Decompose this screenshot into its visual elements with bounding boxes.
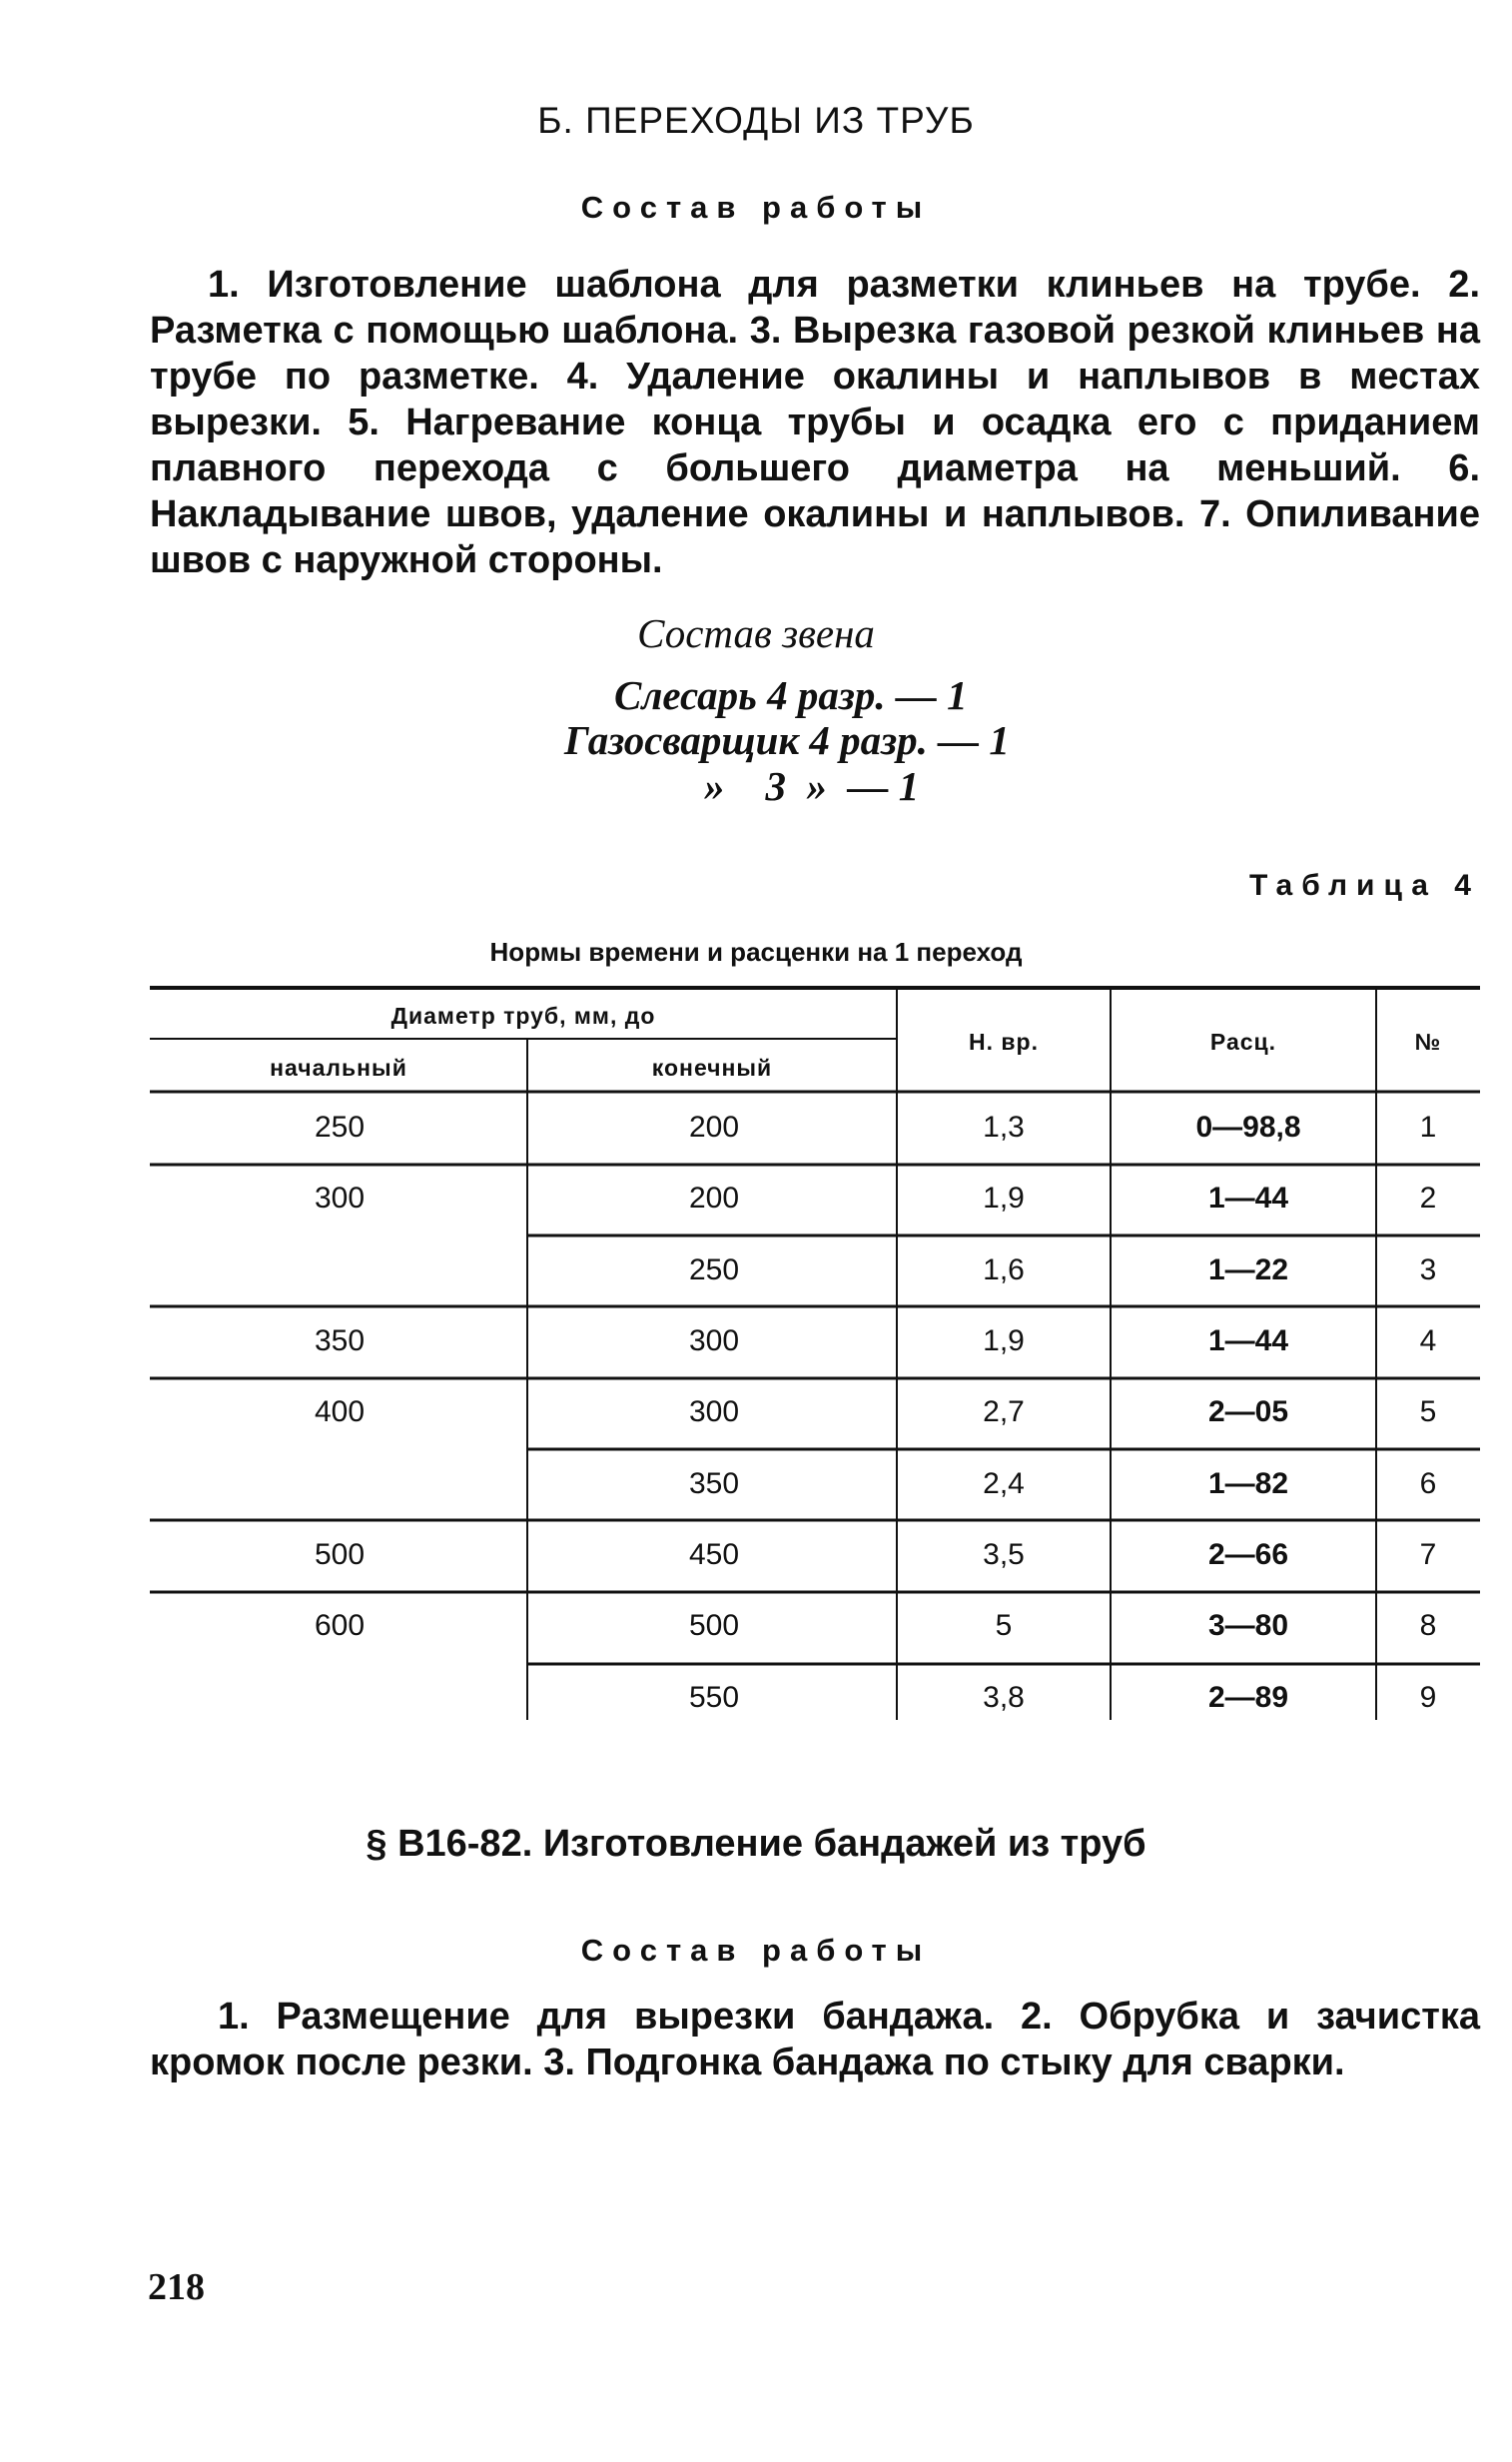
cell-end-diameter: 350	[688, 1467, 740, 1500]
cell-time-norm: 5	[995, 1609, 1013, 1642]
cell-time-norm: 1,6	[983, 1253, 1025, 1286]
cell-time-norm: 3,5	[983, 1538, 1025, 1571]
cell-number: 8	[1419, 1609, 1437, 1642]
header-start-diameter: начальный	[270, 1055, 407, 1081]
cell-time-norm: 2,7	[983, 1395, 1025, 1428]
cell-number: 3	[1419, 1253, 1437, 1286]
cell-start-diameter: 600	[314, 1609, 366, 1642]
work-composition-text: 1. Размещение для вырезки бандажа. 2. Обрубка и зачистка кромок после резки. 3. Подгонка бандажа по стыку для сварки.	[150, 1996, 1480, 2083]
cell-number: 1	[1419, 1111, 1437, 1144]
cell-time-norm: 1,3	[983, 1111, 1025, 1144]
header-diameter: Диаметр труб, мм, до	[390, 1003, 656, 1029]
cell-price: 3—80	[1207, 1609, 1289, 1642]
header-number: №	[1414, 1029, 1442, 1055]
cell-end-diameter: 450	[688, 1538, 740, 1571]
cell-start-diameter: 250	[314, 1111, 366, 1144]
section-heading: Б. ПЕРЕХОДЫ ИЗ ТРУБ	[537, 100, 975, 141]
cell-end-diameter: 300	[688, 1395, 740, 1428]
cell-start-diameter: 400	[314, 1395, 366, 1428]
section-title: § В16-82. Изготовление бандажей из труб	[366, 1823, 1146, 1865]
cell-number: 6	[1419, 1467, 1437, 1500]
header-price: Расц.	[1209, 1029, 1277, 1055]
cell-price: 1—44	[1207, 1324, 1289, 1357]
cell-time-norm: 3,8	[983, 1681, 1025, 1714]
cell-end-diameter: 250	[688, 1253, 740, 1286]
cell-time-norm: 1,9	[983, 1182, 1025, 1215]
crew-line: Газосварщик 4 разр. — 1	[564, 717, 1010, 763]
crew-title: Состав звена	[637, 610, 875, 656]
work-composition-title: Состав работы	[580, 1933, 932, 1968]
work-composition-text: 1. Изготовление шаблона для разметки клиньев на трубе. 2. Разметка с помощью шаблона. 3. Вырезка газовой резкой клиньев на трубе по разметке. 4. Удаление окалины и наплывов в местах вырезки. 5. Нагревание конца трубы и осадка его с приданием плавного перехода с большего диаметра на меньший. 6. Накладывание швов, удаление окалины и наплывов. 7. Опиливание швов с наружной стороны.	[150, 264, 1480, 581]
cell-price: 2—66	[1207, 1538, 1289, 1571]
cell-price: 1—44	[1207, 1182, 1289, 1215]
header-end-diameter: конечный	[651, 1055, 773, 1081]
table-caption: Нормы времени и расценки на 1 переход	[489, 937, 1023, 967]
header-time-norm: Н. вр.	[969, 1029, 1039, 1055]
cell-price: 1—82	[1207, 1467, 1289, 1500]
cell-number: 4	[1419, 1324, 1437, 1357]
work-composition-title: Состав работы	[580, 190, 932, 225]
cell-end-diameter: 200	[688, 1111, 740, 1144]
cell-time-norm: 1,9	[983, 1324, 1025, 1357]
cell-number: 5	[1419, 1395, 1437, 1428]
cell-start-diameter: 300	[314, 1182, 366, 1215]
cell-number: 9	[1419, 1681, 1437, 1714]
cell-number: 7	[1419, 1538, 1437, 1571]
page-number: 218	[148, 2266, 205, 2308]
cell-end-diameter: 300	[688, 1324, 740, 1357]
cell-price: 0—98,8	[1195, 1111, 1301, 1144]
cell-end-diameter: 200	[688, 1182, 740, 1215]
cell-price: 2—89	[1207, 1681, 1289, 1714]
cell-start-diameter: 500	[314, 1538, 366, 1571]
cell-price: 2—05	[1207, 1395, 1289, 1428]
cell-end-diameter: 500	[688, 1609, 740, 1642]
crew-line: » 3 » — 1	[704, 763, 920, 809]
cell-start-diameter: 350	[314, 1324, 366, 1357]
cell-number: 2	[1419, 1182, 1437, 1215]
crew-line: Слесарь 4 разр. — 1	[614, 672, 968, 718]
cell-time-norm: 2,4	[983, 1467, 1025, 1500]
cell-price: 1—22	[1207, 1253, 1289, 1286]
table-label: Таблица 4	[1248, 869, 1480, 902]
cell-end-diameter: 550	[688, 1681, 740, 1714]
